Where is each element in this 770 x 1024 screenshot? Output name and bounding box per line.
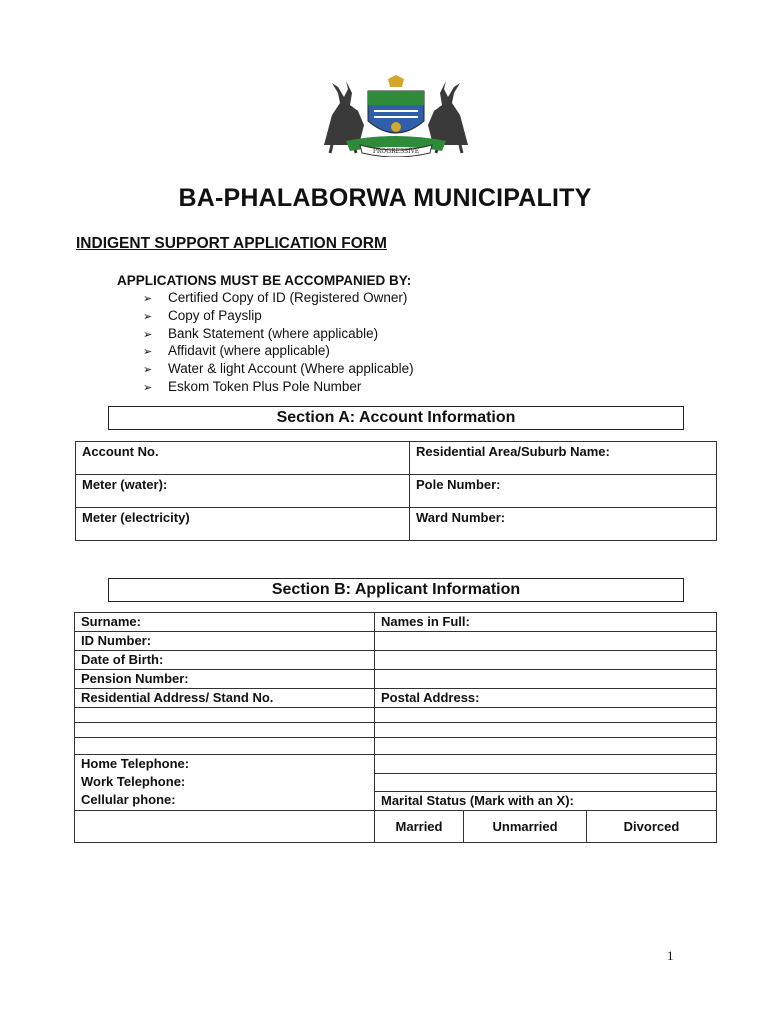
- empty-cell[interactable]: [375, 723, 717, 738]
- section-b-heading: Section B: Applicant Information: [108, 578, 684, 602]
- empty-cell[interactable]: [75, 723, 375, 738]
- page-number: 1: [667, 948, 674, 963]
- municipality-coat-of-arms: [302, 75, 490, 157]
- table-row: [75, 632, 717, 651]
- logo-motto: PROGRESSIVE: [372, 148, 420, 155]
- list-item: ➢ Certified Copy of ID (Registered Owner): [143, 290, 414, 308]
- empty-cell[interactable]: [75, 810, 375, 842]
- empty-cell[interactable]: [75, 708, 375, 723]
- residential-area-field[interactable]: Residential Area/Suburb Name:: [410, 442, 717, 475]
- empty-cell[interactable]: [75, 738, 375, 755]
- arrow-bullet-icon: ➢: [143, 293, 153, 305]
- marital-status-options: [375, 810, 717, 842]
- home-telephone-field[interactable]: Home Telephone:: [75, 755, 375, 774]
- account-information-table: [75, 441, 717, 541]
- arrow-bullet-icon: ➢: [143, 381, 153, 394]
- empty-cell[interactable]: [375, 755, 717, 774]
- table-row: [75, 773, 717, 791]
- work-telephone-field[interactable]: Work Telephone:: [75, 773, 375, 791]
- meter-water-field[interactable]: Meter (water):: [76, 475, 410, 508]
- list-item: ➢ Copy of Payslip: [143, 308, 414, 326]
- meter-electricity-field[interactable]: Meter (electricity): [76, 508, 410, 541]
- empty-cell[interactable]: [375, 773, 717, 791]
- requirements-list: [143, 290, 414, 397]
- empty-cell[interactable]: [375, 651, 717, 670]
- table-row: [75, 791, 717, 810]
- table-row: [75, 755, 717, 774]
- empty-cell[interactable]: [375, 708, 717, 723]
- marital-option-unmarried[interactable]: Unmarried: [464, 811, 587, 842]
- arrow-bullet-icon: ➢: [143, 364, 153, 377]
- arrow-bullet-icon: ➢: [143, 310, 153, 323]
- table-row: [76, 508, 717, 541]
- surname-field[interactable]: Surname:: [75, 613, 375, 632]
- pole-number-field[interactable]: Pole Number:: [410, 475, 717, 508]
- list-item: ➢ Bank Statement (where applicable): [143, 326, 414, 344]
- table-row: [75, 670, 717, 689]
- table-row: [75, 689, 717, 708]
- table-row: [76, 442, 717, 475]
- table-row: [76, 475, 717, 508]
- empty-cell[interactable]: [375, 670, 717, 689]
- marital-option-divorced[interactable]: Divorced: [623, 818, 680, 834]
- table-row: [75, 708, 717, 723]
- table-row: [75, 810, 717, 842]
- empty-cell[interactable]: [375, 738, 717, 755]
- ward-number-field[interactable]: Ward Number:: [410, 508, 717, 541]
- table-row: [75, 613, 717, 632]
- list-item: ➢ Affidavit (where applicable): [143, 343, 414, 361]
- account-number-field[interactable]: Account No.: [76, 442, 410, 475]
- table-row: [75, 723, 717, 738]
- marital-option-married[interactable]: Married: [375, 811, 464, 842]
- date-of-birth-field[interactable]: Date of Birth:: [75, 651, 375, 670]
- requirements-heading: APPLICATIONS MUST BE ACCOMPANIED BY:: [117, 273, 412, 288]
- table-row: [75, 651, 717, 670]
- applicant-information-table: [74, 612, 717, 843]
- table-row: [75, 738, 717, 755]
- names-in-full-field[interactable]: Names in Full:: [375, 613, 717, 632]
- residential-address-field[interactable]: Residential Address/ Stand No.: [75, 689, 375, 708]
- arrow-bullet-icon: ➢: [143, 328, 153, 341]
- pension-number-field[interactable]: Pension Number:: [75, 670, 375, 689]
- section-a-heading: Section A: Account Information: [108, 406, 684, 430]
- form-subtitle: INDIGENT SUPPORT APPLICATION FORM: [76, 235, 387, 252]
- list-item: ➢ Water & light Account (Where applicable): [143, 361, 414, 379]
- marital-status-label: Marital Status (Mark with an X):: [375, 791, 717, 810]
- list-item: ➢ Eskom Token Plus Pole Number: [143, 379, 414, 397]
- empty-cell[interactable]: [375, 632, 717, 651]
- page-title: BA-PHALABORWA MUNICIPALITY: [178, 184, 592, 212]
- arrow-bullet-icon: ➢: [143, 346, 153, 359]
- postal-address-field[interactable]: Postal Address:: [375, 689, 717, 708]
- id-number-field[interactable]: ID Number:: [75, 632, 375, 651]
- cellular-phone-field[interactable]: Cellular phone:: [75, 791, 375, 810]
